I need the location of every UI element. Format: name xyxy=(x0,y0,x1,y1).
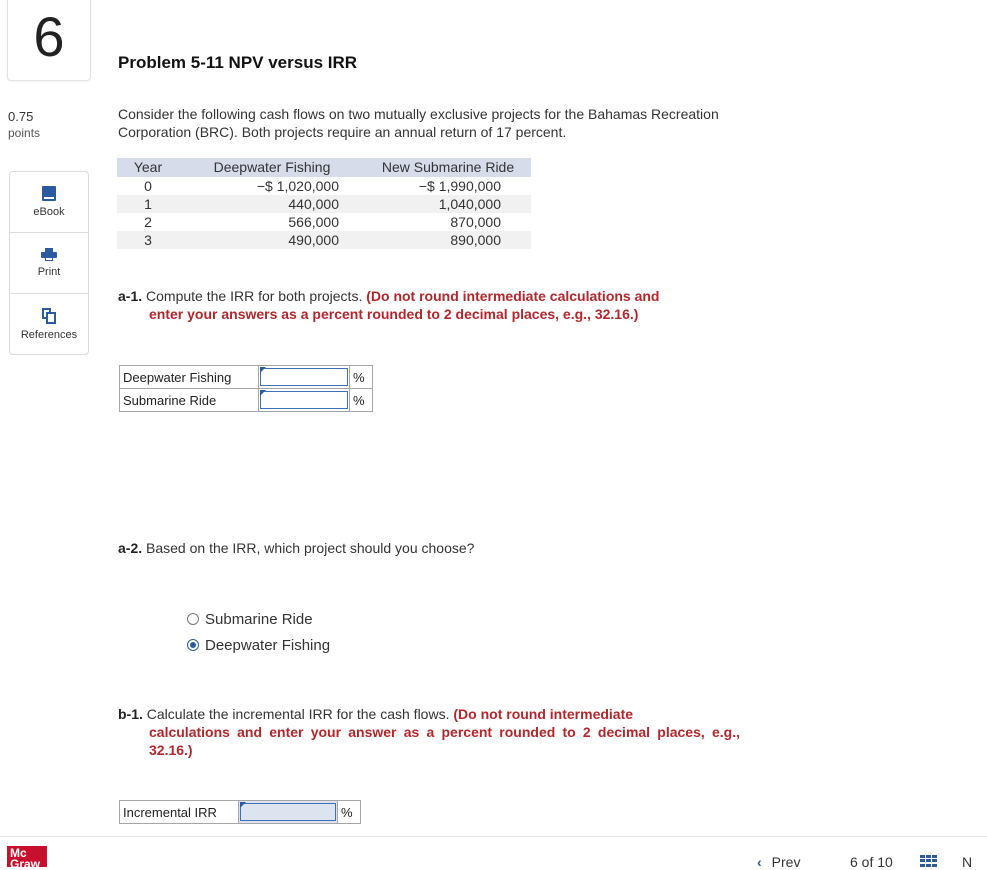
submarine-irr-cell xyxy=(259,389,350,412)
a1-note-first: (Do not round intermediate calculations and xyxy=(366,288,660,304)
a1-label: a-1. xyxy=(118,288,143,304)
percent-unit: % xyxy=(350,366,373,389)
header-deepwater: Deepwater Fishing xyxy=(179,158,365,177)
ebook-button[interactable] xyxy=(10,172,88,233)
cell-submarine: 890,000 xyxy=(365,231,531,249)
incremental-irr-cell xyxy=(239,801,338,824)
page-count: 6 of 10 xyxy=(850,854,893,870)
deepwater-irr-cell xyxy=(259,366,350,389)
question-a2 xyxy=(118,539,474,557)
cell-year: 1 xyxy=(117,195,179,213)
references-button[interactable] xyxy=(10,294,88,354)
prev-button[interactable] xyxy=(757,854,800,870)
percent-unit: % xyxy=(338,801,361,824)
percent-unit: % xyxy=(350,389,373,412)
b1-text: Calculate the incremental IRR for the cash flows. xyxy=(146,706,450,722)
a2-options xyxy=(187,606,330,658)
option-deepwater-fishing[interactable] xyxy=(187,632,330,658)
cell-deepwater: 490,000 xyxy=(179,231,365,249)
answer-row-deepwater xyxy=(120,366,373,389)
problem-title: Problem 5-11 NPV versus IRR xyxy=(118,53,358,72)
print-label: Print xyxy=(37,266,61,278)
b1-note-rest: calculations and enter your answer as a percent rounded to 2 decimal places, e.g., 32.16.) xyxy=(149,724,740,758)
points-value: 0.75 xyxy=(8,109,34,124)
cell-deepwater: −$ 1,020,000 xyxy=(256,178,339,194)
cell-deepwater: 440,000 xyxy=(179,195,365,213)
header-year: Year xyxy=(117,158,179,177)
question-a1 xyxy=(118,287,738,323)
submarine-irr-input[interactable] xyxy=(260,391,348,409)
deepwater-irr-label: Deepwater Fishing xyxy=(120,366,259,389)
next-button[interactable]: N xyxy=(962,854,973,870)
cash-flow-table xyxy=(117,158,531,249)
table-header-row xyxy=(117,158,531,177)
question-number-box xyxy=(7,0,91,81)
chevron-left-icon: ‹ xyxy=(757,854,762,870)
book-icon xyxy=(42,186,56,201)
table-row xyxy=(117,195,531,213)
incremental-irr-label: Incremental IRR xyxy=(120,801,239,824)
b1-note-first: (Do not round intermediate xyxy=(453,706,634,722)
radio-selected-icon[interactable] xyxy=(187,639,199,651)
references-icon xyxy=(42,308,56,324)
tools-panel xyxy=(9,171,89,355)
answer-row-incremental xyxy=(120,801,361,824)
b1-answer-table xyxy=(119,800,361,824)
a1-answer-table xyxy=(119,365,373,412)
mcgraw-hill-logo: Mc Graw xyxy=(7,846,47,867)
deepwater-irr-input[interactable] xyxy=(260,368,348,386)
cell-deepwater: 566,000 xyxy=(288,214,339,230)
header-submarine: New Submarine Ride xyxy=(365,158,531,177)
radio-unselected-icon[interactable] xyxy=(187,613,199,625)
footer-divider xyxy=(0,836,987,837)
a2-label: a-2. xyxy=(118,540,143,556)
submarine-irr-label: Submarine Ride xyxy=(120,389,259,412)
incremental-irr-input[interactable] xyxy=(240,803,336,821)
cell-year: 0 xyxy=(144,178,152,194)
cell-year: 3 xyxy=(117,231,179,249)
question-b1 xyxy=(118,705,740,759)
a2-text: Based on the IRR, which project should you choose? xyxy=(146,540,475,556)
option-label: Deepwater Fishing xyxy=(205,636,331,654)
a1-text: Compute the IRR for both projects. xyxy=(146,288,363,304)
cell-submarine: −$ 1,990,000 xyxy=(418,178,501,194)
table-row xyxy=(117,231,531,249)
cell-submarine: 870,000 xyxy=(450,214,501,230)
table-row xyxy=(117,213,531,231)
option-submarine-ride[interactable] xyxy=(187,606,330,632)
references-label: References xyxy=(20,328,78,341)
answer-row-submarine xyxy=(120,389,373,412)
print-button[interactable] xyxy=(10,233,88,294)
cell-year: 2 xyxy=(144,214,152,230)
ebook-label: eBook xyxy=(33,206,65,218)
grid-icon[interactable] xyxy=(920,855,937,867)
points-label: points xyxy=(8,126,41,140)
prev-label: Prev xyxy=(771,854,801,870)
table-row xyxy=(117,177,531,195)
option-label: Submarine Ride xyxy=(205,610,313,628)
question-number: 6 xyxy=(33,5,65,68)
printer-icon xyxy=(41,248,57,261)
a1-note-rest: enter your answers as a percent rounded to 2 decimal places, e.g., 32.16.) xyxy=(149,306,639,322)
b1-label: b-1. xyxy=(118,706,143,722)
cell-submarine: 1,040,000 xyxy=(365,195,531,213)
problem-intro: Consider the following cash flows on two mutually exclusive projects for the Bahamas Recreation Corporation (BRC). Both projects require an annual return of 17 percent. xyxy=(118,106,719,140)
